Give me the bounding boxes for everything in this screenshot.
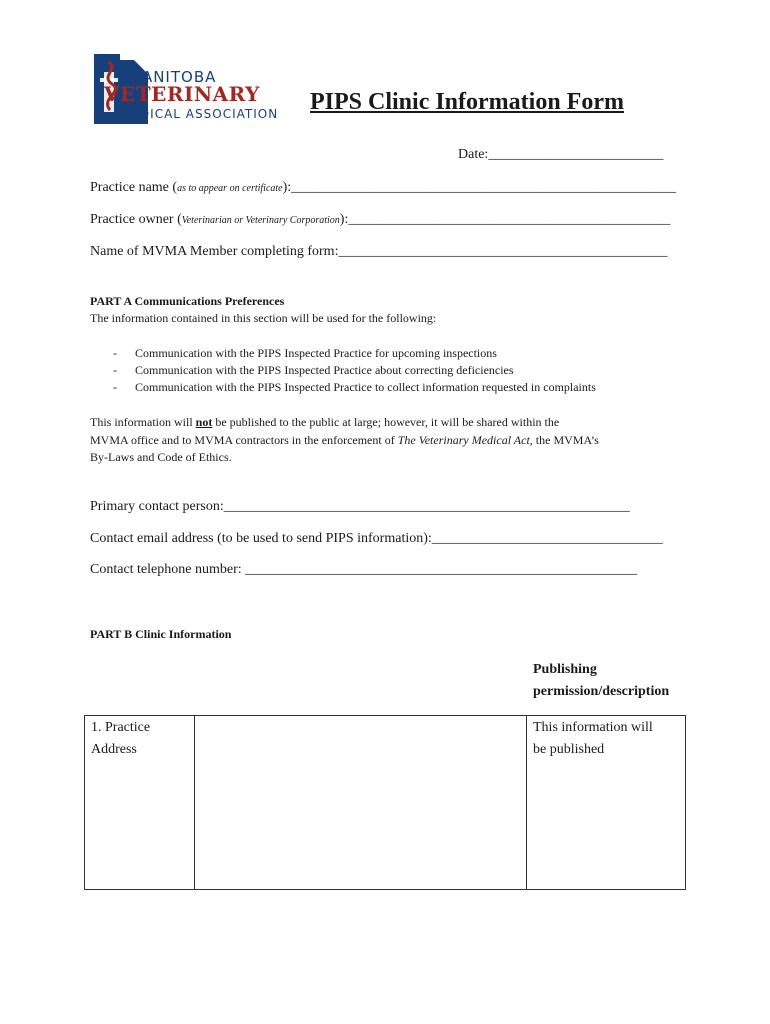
notice-text: This information will	[90, 415, 196, 429]
practice-name-hint: as to appear on certificate	[177, 183, 283, 194]
table-divider	[526, 716, 527, 889]
cell-line: Address	[91, 742, 137, 757]
contact-phone-field[interactable]: Contact telephone number: ________________________________________________________	[90, 562, 638, 577]
column-header-line: Publishing	[533, 662, 597, 677]
clinic-info-table	[84, 715, 686, 890]
publishing-column-header	[533, 659, 669, 703]
part-a-heading: PART A Communications Preferences	[90, 294, 285, 308]
list-item: Communication with the PIPS Inspected Practice about correcting deficiencies	[135, 363, 514, 377]
practice-address-publishing-note	[533, 717, 653, 761]
practice-owner-field[interactable]	[90, 212, 670, 228]
cell-line: This information will	[533, 720, 653, 735]
practice-address-label	[91, 717, 150, 761]
contact-email-field[interactable]: Contact email address (to be used to send PIPS information):_________________________________	[90, 531, 663, 546]
cell-line: be published	[533, 742, 605, 757]
list-item: Communication with the PIPS Inspected Practice to collect information requested in complaints	[135, 380, 596, 394]
primary-contact-field[interactable]: Primary contact person:__________________________________________________________	[90, 499, 630, 514]
notice-text: be published to the public at large; however, it will be shared within the	[212, 415, 560, 429]
practice-address-input[interactable]	[196, 717, 525, 889]
bullet-dash: -	[113, 380, 117, 394]
act-title: The Veterinary Medical Act	[397, 433, 530, 447]
date-field[interactable]: Date:_________________________	[458, 147, 664, 162]
page-title: PIPS Clinic Information Form	[310, 89, 624, 115]
part-b-heading: PART B Clinic Information	[90, 627, 232, 641]
notice-line-1	[90, 415, 559, 430]
practice-owner-blank: ):______________________________________________	[339, 212, 671, 227]
notice-text: MVMA office and to MVMA contractors in the enforcement of	[90, 433, 398, 447]
table-divider	[194, 716, 195, 889]
cell-line: 1. Practice	[91, 720, 151, 735]
notice-line-3: By-Laws and Code of Ethics.	[90, 450, 232, 464]
mvma-logo	[90, 52, 285, 124]
member-completing-field[interactable]: Name of MVMA Member completing form:_______________________________________________	[90, 244, 668, 259]
notice-text: , the MVMA’s	[529, 433, 599, 447]
practice-owner-label: Practice owner (	[90, 212, 182, 227]
notice-emphasis: not	[195, 415, 213, 429]
bullet-dash: -	[113, 346, 117, 360]
practice-name-label: Practice name (	[90, 180, 178, 195]
practice-owner-hint: Veterinarian or Veterinary Corporation	[181, 215, 340, 226]
notice-line-2	[90, 433, 599, 448]
logo-line-1: MANITOBA	[128, 68, 217, 86]
practice-name-blank: ):_______________________________________________________	[282, 180, 677, 195]
logo-line-2: VETERINARY	[104, 82, 260, 106]
list-item: Communication with the PIPS Inspected Practice for upcoming inspections	[135, 346, 497, 360]
column-header-line: permission/description	[533, 684, 670, 699]
part-a-intro: The information contained in this section will be used for the following:	[90, 311, 437, 325]
practice-name-field[interactable]	[90, 180, 676, 196]
bullet-dash: -	[113, 363, 117, 377]
logo-line-3: MEDICAL ASSOCIATION	[120, 107, 279, 121]
